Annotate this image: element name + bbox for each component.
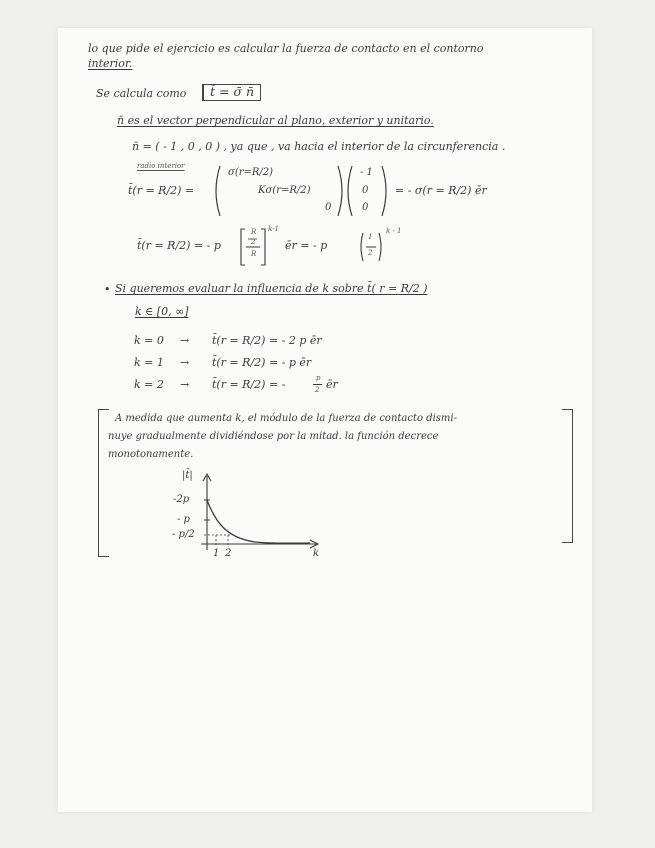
k-range: k ∈ [0, ∞] [135,305,189,318]
frac2-den: 2 [368,249,373,257]
graph-xtick-2: 2 [225,548,232,559]
frac-num2: 2 [251,238,256,246]
graph-ytick-p: - p [177,514,190,525]
t2-lhs: t̄(r = R/2) = - p [137,239,221,252]
boxed-formula: t̄ = σ̄ n̄ [202,84,261,101]
exponent-k-1: k-1 [268,225,279,233]
graph-ytick-p-half: - p/2 [172,529,195,540]
right-bracket [562,409,573,543]
decay-curve [207,500,310,543]
case-expr-1: t̄(r = R/2) = - 2 p ēr [212,334,322,347]
case-arrow-3: → [180,378,190,391]
t2-mid: ēr = - p [285,239,328,252]
t-rhs: = - σ(r = R/2) ēr [395,184,487,197]
frac2-num: 1 [368,233,373,241]
vector-row-1: - 1 [360,167,373,178]
case3-frac-bar [313,384,322,385]
case-k1: k = 1 [134,356,164,369]
matrix-row-2: Kσ(r=R/2) [258,185,311,196]
t-lhs: t̄(r = R/2) = [128,184,195,197]
case-arrow-2: → [180,356,190,369]
normal-vector: n̄ = ( - 1 , 0 , 0 ) , ya que , va hacia el interior de la circunferencia . [132,140,506,153]
calc-label: Se calcula como [96,87,187,100]
matrix-row-3: 0 [325,202,332,213]
graph-xtick-1: 1 [213,548,220,559]
intro-line-2: interior. [88,57,133,70]
intro-line-1: lo que pide el ejercicio es calcular la fuerza de contacto en el contorno [88,42,484,55]
question-line: Si queremos evaluar la influencia de k sobre t̄( r = R/2 ) [115,282,428,295]
conclusion-line-2: nuye gradualmente dividiéndose por la mitad. la función decrece [108,431,439,442]
matrix-row-1: σ(r=R/2) [228,167,274,178]
case-k0: k = 0 [134,334,164,347]
conclusion-line-3: monotonamente. [108,449,194,460]
case-expr-2: t̄(r = R/2) = - p ēr [212,356,312,369]
case3-er: ēr [326,378,338,391]
vector-row-2: 0 [362,185,369,196]
normal-description: n̄ es el vector perpendicular al plano, exterior y unitario. [117,114,434,127]
vector-row-3: 0 [362,202,369,213]
graph-x-label: k [313,548,320,559]
case3-num: p [316,374,321,382]
case3-den: 2 [315,386,320,394]
radio-interior-note: radio interior [137,162,185,170]
bullet-dot: • [104,283,111,296]
frac-num: R [251,228,257,236]
exponent-k-1b: k - 1 [386,227,402,235]
frac-den: R [251,250,257,258]
graph-ytick-2p: -2p [173,494,190,505]
conclusion-line-1: A medida que aumenta k, el módulo de la fuerza de contacto dismi- [115,413,457,424]
graph-y-label: |t̄| [182,470,193,481]
case-k2: k = 2 [134,378,164,391]
case-arrow-1: → [180,334,190,347]
case-expr-3: t̄(r = R/2) = - [212,378,286,391]
